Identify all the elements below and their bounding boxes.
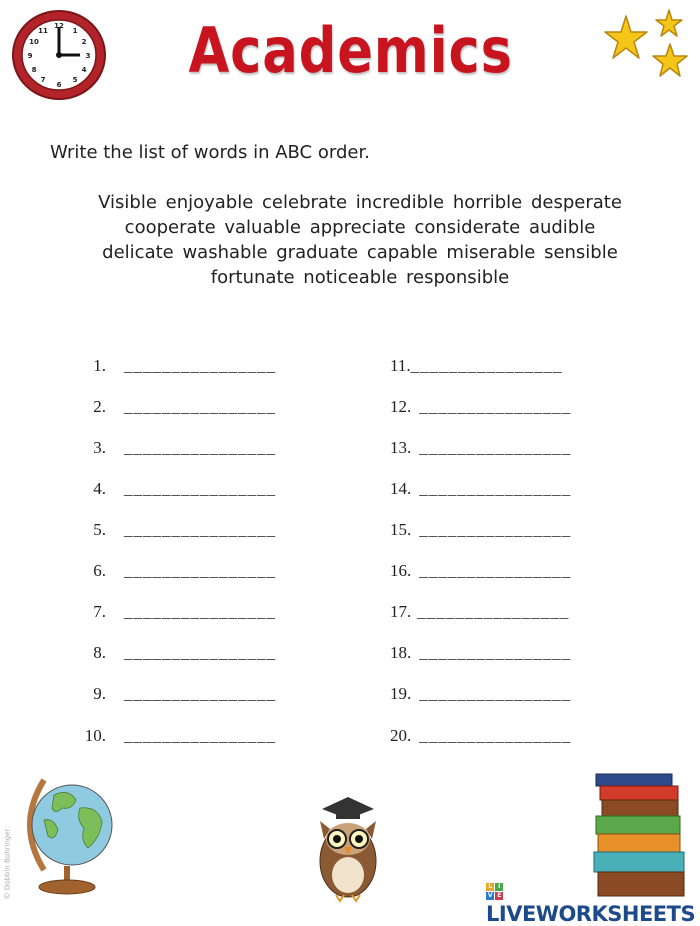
svg-text:4: 4: [81, 66, 87, 74]
svg-text:1: 1: [72, 27, 78, 35]
svg-text:8: 8: [31, 66, 37, 74]
answer-blank[interactable]: ________________: [124, 479, 276, 498]
line-number: 18.: [390, 643, 412, 662]
line-number: 7.: [93, 602, 106, 621]
line-number: 5.: [93, 520, 106, 539]
answer-line-17[interactable]: [390, 602, 569, 626]
watermark-text: LIVEWORKSHEETS: [486, 902, 696, 926]
answer-line-14[interactable]: [390, 479, 571, 503]
line-number: 2.: [93, 397, 106, 416]
answer-blank[interactable]: ________________: [124, 684, 276, 703]
liveworksheets-logo-icon: L I V E: [486, 883, 503, 900]
line-number: 9.: [93, 684, 106, 703]
svg-text:6: 6: [56, 81, 62, 89]
answer-blank[interactable]: ________________: [410, 356, 563, 375]
svg-text:11: 11: [38, 27, 48, 35]
answer-blank[interactable]: ________________: [419, 397, 572, 416]
instructions: Write the list of words in ABC order.: [50, 142, 370, 163]
answer-blank[interactable]: ________________: [124, 726, 276, 745]
answer-line-10[interactable]: [70, 726, 276, 750]
liveworksheets-watermark: [486, 878, 700, 926]
line-number: 10.: [84, 726, 106, 745]
line-number: 17.: [390, 602, 412, 621]
line-number: 8.: [93, 643, 106, 662]
line-number: 16.: [390, 561, 412, 580]
line-number: 19.: [390, 684, 412, 703]
answer-blank[interactable]: ________________: [419, 643, 572, 662]
globe-icon: [14, 770, 114, 900]
answer-blank[interactable]: ________________: [124, 643, 276, 662]
owl-graduate-icon: [312, 795, 384, 903]
answer-blank[interactable]: ________________: [124, 397, 276, 416]
word-bank-line: fortunate noticeable responsible: [210, 267, 510, 288]
answer-blank[interactable]: ________________: [124, 438, 276, 457]
page-title: Academics: [188, 14, 513, 87]
answer-line-7[interactable]: [70, 602, 276, 626]
line-number: 4.: [93, 479, 106, 498]
answer-line-9[interactable]: [70, 684, 276, 708]
line-number: 14.: [390, 479, 412, 498]
svg-text:2: 2: [81, 38, 87, 46]
answer-line-6[interactable]: [70, 561, 276, 585]
svg-text:3: 3: [85, 52, 91, 60]
answer-line-3[interactable]: [70, 438, 276, 462]
svg-text:7: 7: [40, 76, 46, 84]
word-bank-line: cooperate valuable appreciate considerate audible: [124, 217, 596, 238]
line-number: 1.: [93, 356, 106, 375]
answer-blank[interactable]: ________________: [419, 684, 572, 703]
clock-icon: [10, 8, 108, 102]
answer-blank[interactable]: ________________: [124, 602, 276, 621]
answer-line-8[interactable]: [70, 643, 276, 667]
answer-blank[interactable]: ________________: [417, 602, 570, 621]
answer-line-11[interactable]: [390, 356, 563, 380]
answer-blank[interactable]: ________________: [419, 438, 572, 457]
answer-blank[interactable]: ________________: [124, 356, 276, 375]
line-number: 6.: [93, 561, 106, 580]
word-bank-line: delicate washable graduate capable miserable sensible: [102, 242, 618, 263]
answer-line-18[interactable]: [390, 643, 571, 667]
line-number: 11.: [390, 356, 411, 375]
answer-line-1[interactable]: [70, 356, 276, 380]
svg-text:10: 10: [29, 38, 39, 46]
answer-blank[interactable]: ________________: [124, 520, 276, 539]
copyright-text: © Dobbin Bohringer: [3, 828, 12, 900]
svg-text:9: 9: [27, 52, 33, 60]
svg-text:12: 12: [54, 22, 64, 30]
line-number: 20.: [390, 726, 412, 745]
line-number: 15.: [390, 520, 412, 539]
answer-line-12[interactable]: [390, 397, 571, 421]
answer-blank[interactable]: ________________: [419, 726, 572, 745]
svg-text:5: 5: [72, 76, 78, 84]
line-number: 12.: [390, 397, 412, 416]
answer-line-5[interactable]: [70, 520, 276, 544]
answer-line-2[interactable]: [70, 397, 276, 421]
answer-line-4[interactable]: [70, 479, 276, 503]
answer-line-15[interactable]: [390, 520, 571, 544]
answer-blank[interactable]: ________________: [419, 520, 572, 539]
answer-blank[interactable]: ________________: [419, 479, 572, 498]
answer-line-19[interactable]: [390, 684, 571, 708]
line-number: 13.: [390, 438, 412, 457]
line-number: 3.: [93, 438, 106, 457]
answer-line-16[interactable]: [390, 561, 571, 585]
answer-line-13[interactable]: [390, 438, 571, 462]
word-bank: [40, 190, 680, 290]
answer-blank[interactable]: ________________: [124, 561, 276, 580]
word-bank-line: Visible enjoyable celebrate incredible horrible desperate: [98, 192, 622, 213]
stars-icon: [600, 8, 690, 88]
answer-blank[interactable]: ________________: [419, 561, 572, 580]
answer-line-20[interactable]: [390, 726, 571, 750]
